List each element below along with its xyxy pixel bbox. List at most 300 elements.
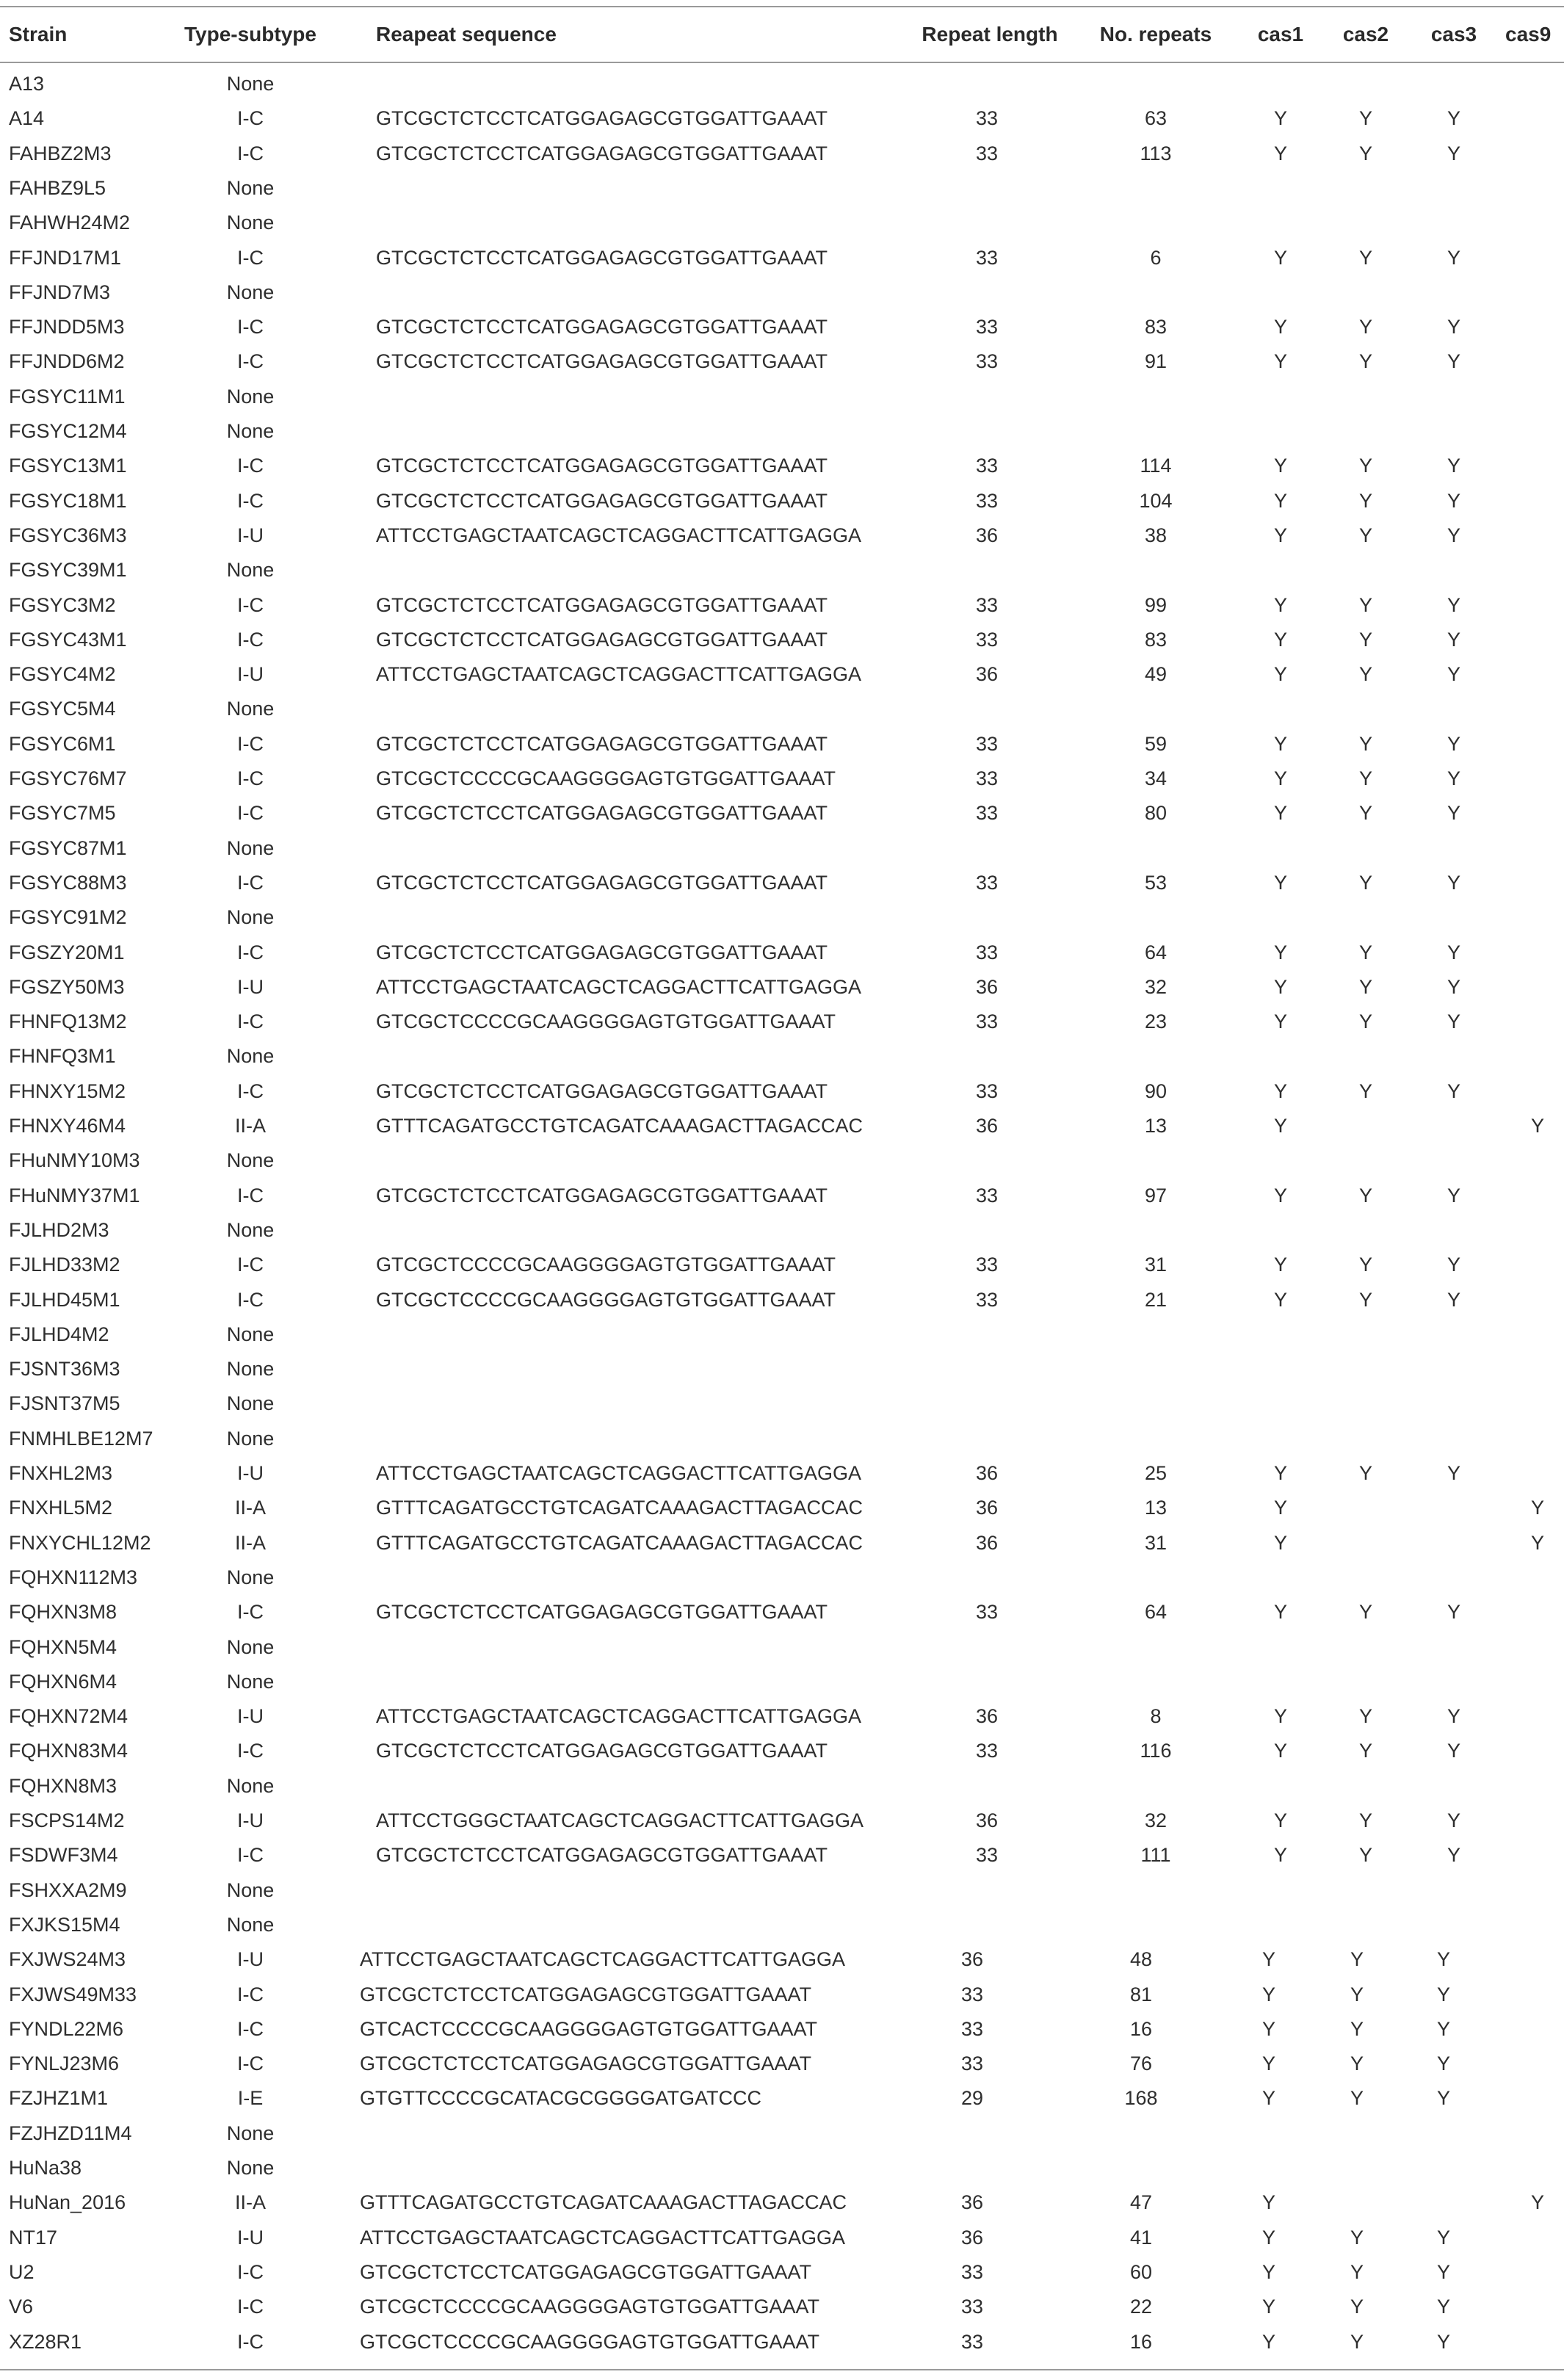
cell-repeat-length — [921, 1317, 1053, 1352]
cell-cas9 — [1502, 1804, 1564, 1838]
cell-cas1 — [1242, 1422, 1319, 1456]
cell-repeat-length: 33 — [975, 733, 999, 755]
cell-cas1: Y — [1273, 1705, 1287, 1727]
table-row — [0, 2255, 1564, 2290]
cell-cas9 — [1502, 518, 1564, 553]
cell-strain: FFJNDD6M2 — [9, 350, 125, 372]
cell-repeat-length: 36 — [975, 1462, 999, 1484]
cell-cas1: Y — [1273, 247, 1287, 269]
cell-strain: FZJHZ1M1 — [9, 2087, 108, 2109]
cell-cas2: Y — [1358, 872, 1372, 894]
table-row — [0, 2081, 1564, 2116]
cell-cas9 — [1502, 657, 1564, 692]
cell-no-repeats — [1082, 171, 1229, 206]
cell-cas9 — [1502, 936, 1564, 970]
cell-cas3 — [1416, 1526, 1492, 1560]
cell-no-repeats: 90 — [1144, 1080, 1167, 1102]
cell-type-subtype: I-C — [237, 1740, 264, 1762]
header-cas2: cas2 — [1342, 23, 1389, 46]
cell-strain: A13 — [9, 73, 45, 95]
cell-repeat-sequence: ATTCCTGGGCTAATCAGCTCAGGACTTCATTGAGGA — [376, 1809, 864, 1831]
cell-type-subtype: I-C — [237, 2331, 264, 2353]
cell-strain: FHuNMY10M3 — [9, 1149, 140, 1171]
cell-type-subtype: None — [226, 559, 275, 581]
cell-cas2: Y — [1358, 1289, 1372, 1311]
cell-type-subtype: I-C — [237, 1289, 264, 1311]
cell-cas9 — [1502, 2255, 1564, 2290]
cell-repeat-sequence: GTTTCAGATGCCTGTCAGATCAAAGACTTAGACCAC — [376, 1115, 864, 1137]
table-row — [0, 2047, 1564, 2081]
header-cas3: cas3 — [1430, 23, 1477, 46]
table-row — [0, 1422, 1564, 1456]
cell-cas9 — [1502, 1352, 1564, 1386]
cell-cas1 — [1242, 900, 1319, 935]
cell-strain: FHNXY46M4 — [9, 1115, 126, 1137]
cell-repeat-sequence: GTCGCTCTCCTCATGGAGAGCGTGGATTGAAAT — [376, 1844, 828, 1866]
cell-cas3: Y — [1447, 350, 1460, 372]
cell-cas2: Y — [1350, 2018, 1364, 2040]
cell-no-repeats: 53 — [1144, 872, 1167, 894]
cell-cas9 — [1502, 1665, 1564, 1699]
cell-cas1: Y — [1261, 2052, 1275, 2075]
table-row — [0, 623, 1564, 657]
cell-no-repeats — [1082, 553, 1229, 587]
cell-cas9 — [1502, 1769, 1564, 1804]
table-row — [0, 1248, 1564, 1282]
cell-type-subtype: None — [226, 2157, 275, 2179]
cell-repeat-length: 33 — [960, 2331, 984, 2353]
cell-cas3 — [1405, 2151, 1482, 2185]
cell-cas9 — [1502, 101, 1564, 136]
cell-cas3 — [1416, 1422, 1492, 1456]
cell-cas3: Y — [1447, 490, 1460, 512]
cell-cas9 — [1502, 2081, 1564, 2116]
cell-strain: FSHXXA2M9 — [9, 1879, 127, 1901]
cell-type-subtype: I-C — [237, 629, 264, 651]
cell-cas3: Y — [1447, 1740, 1460, 1762]
cell-cas2: Y — [1358, 1809, 1372, 1831]
table-row — [0, 1143, 1564, 1178]
cell-strain: FYNLJ23M6 — [9, 2052, 120, 2075]
cell-repeat-sequence: ATTCCTGAGCTAATCAGCTCAGGACTTCATTGAGGA — [376, 1705, 861, 1727]
cell-type-subtype: I-C — [237, 733, 264, 755]
cell-type-subtype: None — [226, 1045, 275, 1067]
cell-type-subtype: None — [226, 1358, 275, 1380]
table-row — [0, 2325, 1564, 2359]
cell-type-subtype: I-C — [237, 941, 264, 963]
cell-cas1 — [1242, 67, 1319, 101]
cell-repeat-length — [921, 275, 1053, 310]
cell-cas3 — [1416, 1317, 1492, 1352]
table-row — [0, 1179, 1564, 1213]
cell-cas1: Y — [1261, 2191, 1275, 2213]
cell-repeat-length — [921, 1352, 1053, 1386]
cell-cas1: Y — [1273, 1289, 1287, 1311]
cell-type-subtype: I-C — [237, 1983, 264, 2005]
cell-cas1: Y — [1273, 1080, 1287, 1102]
cell-repeat-length — [921, 1422, 1053, 1456]
cell-no-repeats: 64 — [1144, 1601, 1167, 1623]
cell-strain: FJLHD4M2 — [9, 1323, 109, 1345]
cell-strain: V6 — [9, 2296, 34, 2318]
cell-no-repeats: 168 — [1124, 2087, 1158, 2109]
cell-cas3 — [1416, 414, 1492, 449]
cell-cas1: Y — [1273, 663, 1287, 685]
cell-cas3 — [1416, 206, 1492, 240]
cell-cas2: Y — [1358, 247, 1372, 269]
cell-cas1: Y — [1273, 872, 1287, 894]
cell-cas1 — [1242, 1769, 1319, 1804]
cell-strain: FJSNT37M5 — [9, 1392, 120, 1414]
cell-repeat-length — [921, 2151, 1024, 2185]
cell-type-subtype: I-C — [237, 490, 264, 512]
cell-repeat-length: 33 — [960, 1983, 984, 2005]
cell-cas1 — [1231, 2151, 1307, 2185]
cell-repeat-sequence: GTCACTCCCCGCAAGGGGAGTGTGGATTGAAAT — [360, 2018, 818, 2040]
cell-strain: FHNXY15M2 — [9, 1080, 126, 1102]
header-cas9: cas9 — [1505, 23, 1552, 46]
cell-repeat-length — [921, 1039, 1053, 1074]
cell-cas3: Y — [1447, 1844, 1460, 1866]
cell-no-repeats: 63 — [1144, 107, 1167, 129]
cell-repeat-sequence: GTCGCTCTCCTCATGGAGAGCGTGGATTGAAAT — [376, 247, 828, 269]
cell-cas3: Y — [1447, 316, 1460, 338]
cell-cas3: Y — [1447, 142, 1460, 164]
cell-cas9 — [1502, 623, 1564, 657]
cell-no-repeats — [1082, 1039, 1229, 1074]
cell-cas3: Y — [1436, 2227, 1450, 2249]
cell-strain: FGSYC11M1 — [9, 386, 126, 408]
cell-cas3: Y — [1447, 663, 1460, 685]
table-row — [0, 1213, 1564, 1248]
cell-no-repeats: 49 — [1144, 663, 1167, 685]
table-row — [0, 1978, 1564, 2012]
cell-cas2 — [1328, 1109, 1404, 1143]
cell-repeat-length: 33 — [960, 2296, 984, 2318]
cell-cas9 — [1502, 275, 1564, 310]
cell-cas2: Y — [1358, 767, 1372, 789]
cell-type-subtype: I-C — [237, 872, 264, 894]
cell-repeat-length: 33 — [975, 350, 999, 372]
cell-repeat-sequence: GTCGCTCTCCTCATGGAGAGCGTGGATTGAAAT — [376, 629, 828, 651]
cell-strain: FHNFQ3M1 — [9, 1045, 116, 1067]
cell-repeat-length: 33 — [975, 941, 999, 963]
cell-cas3 — [1405, 2185, 1482, 2220]
cell-strain: FQHXN83M4 — [9, 1740, 128, 1762]
cell-no-repeats — [1082, 900, 1229, 935]
cell-cas9 — [1502, 1942, 1564, 1977]
table-row — [0, 1074, 1564, 1109]
cell-type-subtype: None — [226, 1219, 275, 1241]
cell-cas9: Y — [1530, 1532, 1544, 1554]
cell-cas3 — [1416, 900, 1492, 935]
cell-repeat-length: 33 — [975, 594, 999, 616]
cell-type-subtype: I-C — [237, 455, 264, 477]
cell-no-repeats: 21 — [1144, 1289, 1167, 1311]
cell-cas9 — [1502, 241, 1564, 275]
cell-cas3 — [1416, 275, 1492, 310]
cell-repeat-sequence: ATTCCTGAGCTAATCAGCTCAGGACTTCATTGAGGA — [360, 1948, 845, 1970]
cell-no-repeats: 32 — [1144, 976, 1167, 998]
table-row — [0, 1804, 1564, 1838]
cell-cas3 — [1416, 692, 1492, 726]
cell-cas2: Y — [1358, 733, 1372, 755]
cell-repeat-length: 36 — [960, 2191, 984, 2213]
cell-cas1: Y — [1273, 350, 1287, 372]
cell-cas9 — [1502, 796, 1564, 831]
cell-no-repeats: 31 — [1144, 1532, 1167, 1554]
cell-cas1: Y — [1261, 2261, 1275, 2283]
cell-cas2 — [1319, 2185, 1395, 2220]
cell-cas1: Y — [1273, 629, 1287, 651]
table-row — [0, 1456, 1564, 1491]
cell-cas3: Y — [1447, 733, 1460, 755]
cell-no-repeats — [1090, 1908, 1192, 1942]
cell-cas3: Y — [1447, 1705, 1460, 1727]
cell-cas3: Y — [1436, 2087, 1450, 2109]
cell-cas2 — [1328, 1352, 1404, 1386]
cell-cas1 — [1242, 1317, 1319, 1352]
cell-repeat-sequence: GTCGCTCTCCTCATGGAGAGCGTGGATTGAAAT — [376, 455, 828, 477]
cell-repeat-length: 33 — [975, 107, 999, 129]
cell-repeat-length — [921, 1630, 1053, 1665]
cell-repeat-length: 33 — [975, 1080, 999, 1102]
cell-cas2 — [1328, 1039, 1404, 1074]
cell-cas1 — [1242, 692, 1319, 726]
cell-type-subtype: None — [226, 906, 275, 928]
cell-cas9: Y — [1530, 1497, 1544, 1519]
table-row — [0, 101, 1564, 136]
table-row — [0, 206, 1564, 240]
cell-cas2: Y — [1358, 316, 1372, 338]
cell-cas2: Y — [1350, 2296, 1364, 2318]
cell-no-repeats: 111 — [1140, 1844, 1171, 1866]
table-bottom-rule — [0, 2369, 1564, 2370]
table-row — [0, 1386, 1564, 1421]
cell-type-subtype: I-C — [237, 1080, 264, 1102]
cell-strain: FFJND17M1 — [9, 247, 122, 269]
cell-type-subtype: None — [226, 1914, 275, 1936]
cell-cas3: Y — [1447, 941, 1460, 963]
cell-cas3: Y — [1447, 976, 1460, 998]
cell-repeat-length: 33 — [975, 490, 999, 512]
cell-repeat-sequence: GTCGCTCTCCTCATGGAGAGCGTGGATTGAAAT — [376, 490, 828, 512]
cell-cas3: Y — [1436, 2296, 1450, 2318]
cell-no-repeats: 22 — [1129, 2296, 1153, 2318]
table-row — [0, 1734, 1564, 1768]
cell-type-subtype: None — [226, 1149, 275, 1171]
table-row — [0, 588, 1564, 623]
cell-cas2: Y — [1350, 1983, 1364, 2005]
cell-cas2 — [1328, 1560, 1404, 1595]
cell-type-subtype: None — [226, 177, 275, 199]
cell-cas9 — [1502, 970, 1564, 1005]
table-row — [0, 1769, 1564, 1804]
cell-type-subtype: II-A — [234, 1115, 266, 1137]
cell-cas2: Y — [1358, 455, 1372, 477]
cell-repeat-sequence: ATTCCTGAGCTAATCAGCTCAGGACTTCATTGAGGA — [376, 663, 861, 685]
cell-no-repeats: 91 — [1144, 350, 1167, 372]
cell-strain: FGSZY50M3 — [9, 976, 125, 998]
cell-repeat-length — [921, 380, 1053, 414]
cell-no-repeats: 13 — [1144, 1497, 1167, 1519]
cell-cas1 — [1242, 380, 1319, 414]
cell-repeat-length: 33 — [975, 1184, 999, 1207]
cell-type-subtype: None — [226, 1775, 275, 1797]
cell-type-subtype: None — [226, 698, 275, 720]
cell-cas1: Y — [1273, 490, 1287, 512]
cell-no-repeats: 6 — [1150, 247, 1162, 269]
cell-type-subtype: I-C — [237, 2261, 264, 2283]
cell-type-subtype: None — [226, 837, 275, 859]
cell-no-repeats: 23 — [1144, 1010, 1167, 1032]
cell-strain: HuNan_2016 — [9, 2191, 126, 2213]
cell-type-subtype: II-A — [234, 1532, 266, 1554]
cell-no-repeats — [1082, 67, 1229, 101]
cell-no-repeats: 32 — [1144, 1809, 1167, 1831]
cell-repeat-length: 36 — [960, 2227, 984, 2249]
table-row — [0, 553, 1564, 587]
cell-strain: FGSYC4M2 — [9, 663, 116, 685]
cell-repeat-sequence: GTCGCTCTCCTCATGGAGAGCGTGGATTGAAAT — [376, 733, 828, 755]
cell-cas1: Y — [1273, 524, 1287, 546]
cell-cas3 — [1416, 1213, 1492, 1248]
cell-strain: FAHBZ9L5 — [9, 177, 106, 199]
table-row — [0, 344, 1564, 379]
cell-type-subtype: I-U — [237, 524, 264, 546]
cell-type-subtype: I-U — [237, 1809, 264, 1831]
cell-cas1: Y — [1273, 455, 1287, 477]
cell-repeat-length: 33 — [975, 316, 999, 338]
cell-strain: FGSZY20M1 — [9, 941, 125, 963]
cell-strain: FGSYC43M1 — [9, 629, 127, 651]
cell-cas3 — [1405, 1908, 1482, 1942]
cell-strain: FGSYC39M1 — [9, 559, 127, 581]
cell-type-subtype: I-C — [237, 2018, 264, 2040]
cell-cas1: Y — [1273, 1809, 1287, 1831]
cell-cas9 — [1502, 206, 1564, 240]
cell-cas1 — [1231, 1908, 1307, 1942]
table-row — [0, 657, 1564, 692]
table-row — [0, 1526, 1564, 1560]
cell-cas3 — [1416, 1665, 1492, 1699]
cell-no-repeats: 80 — [1144, 802, 1167, 824]
cell-cas9 — [1502, 1213, 1564, 1248]
cell-cas9 — [1502, 1283, 1564, 1317]
cell-repeat-length: 33 — [975, 767, 999, 789]
cell-no-repeats — [1082, 1386, 1229, 1421]
cell-cas3: Y — [1447, 1462, 1460, 1484]
cell-repeat-length: 36 — [975, 1532, 999, 1554]
cell-type-subtype: I-C — [237, 1601, 264, 1623]
cell-repeat-length: 33 — [975, 247, 999, 269]
cell-cas9 — [1502, 727, 1564, 762]
cell-type-subtype: I-C — [237, 350, 264, 372]
cell-cas1 — [1242, 1352, 1319, 1386]
cell-cas3 — [1416, 67, 1492, 101]
cell-type-subtype: None — [226, 1566, 275, 1588]
cell-cas1: Y — [1273, 1115, 1287, 1137]
cell-cas9 — [1502, 831, 1564, 866]
cell-cas3 — [1416, 831, 1492, 866]
cell-type-subtype: I-C — [237, 802, 264, 824]
cell-repeat-sequence: GTCGCTCTCCTCATGGAGAGCGTGGATTGAAAT — [376, 1601, 828, 1623]
cell-cas3 — [1405, 2116, 1482, 2151]
cell-no-repeats: 113 — [1140, 142, 1172, 164]
cell-repeat-sequence: GTCGCTCTCCTCATGGAGAGCGTGGATTGAAAT — [376, 316, 828, 338]
cell-strain: FGSYC87M1 — [9, 837, 127, 859]
cell-type-subtype: I-E — [237, 2087, 264, 2109]
cell-repeat-length — [921, 1560, 1053, 1595]
cell-cas2 — [1328, 1769, 1404, 1804]
cell-repeat-sequence: GTCGCTCTCCTCATGGAGAGCGTGGATTGAAAT — [376, 941, 828, 963]
cell-repeat-sequence: GTCGCTCTCCTCATGGAGAGCGTGGATTGAAAT — [360, 2261, 811, 2283]
cell-strain: FYNDL22M6 — [9, 2018, 124, 2040]
cell-cas1 — [1242, 1560, 1319, 1595]
cell-repeat-sequence: GTCGCTCTCCTCATGGAGAGCGTGGATTGAAAT — [376, 107, 828, 129]
cell-cas1 — [1242, 206, 1319, 240]
cell-cas2: Y — [1358, 941, 1372, 963]
cell-strain: FQHXN3M8 — [9, 1601, 117, 1623]
cell-repeat-length: 36 — [975, 1115, 999, 1137]
cell-cas9 — [1502, 1422, 1564, 1456]
header-repeat-sequence: Reapeat sequence — [376, 23, 557, 46]
table-row — [0, 1005, 1564, 1039]
cell-cas3: Y — [1447, 594, 1460, 616]
cell-strain: FGSYC18M1 — [9, 490, 127, 512]
cell-repeat-sequence: GTCGCTCTCCTCATGGAGAGCGTGGATTGAAAT — [376, 594, 828, 616]
table-row — [0, 1838, 1564, 1873]
cell-no-repeats — [1082, 1422, 1229, 1456]
cell-no-repeats — [1082, 1143, 1229, 1178]
cell-cas9 — [1502, 1248, 1564, 1282]
cell-strain: FQHXN5M4 — [9, 1636, 117, 1658]
cell-strain: FJSNT36M3 — [9, 1358, 120, 1380]
cell-repeat-length — [921, 414, 1053, 449]
cell-cas9 — [1502, 2290, 1564, 2324]
cell-repeat-sequence: GTCGCTCCCCGCAAGGGGAGTGTGGATTGAAAT — [376, 767, 836, 789]
cell-cas1: Y — [1273, 1740, 1287, 1762]
cell-strain: U2 — [9, 2261, 35, 2283]
cell-cas3 — [1416, 1109, 1492, 1143]
cell-repeat-length: 36 — [975, 524, 999, 546]
cell-cas2: Y — [1358, 1705, 1372, 1727]
cell-cas1: Y — [1273, 941, 1287, 963]
cell-repeat-length — [921, 1143, 1053, 1178]
header-type-subtype: Type-subtype — [184, 23, 316, 46]
cell-cas3 — [1416, 380, 1492, 414]
cell-repeat-length: 33 — [975, 1740, 999, 1762]
cell-no-repeats: 97 — [1144, 1184, 1167, 1207]
cell-cas2 — [1319, 2116, 1395, 2151]
cell-type-subtype: None — [226, 1879, 275, 1901]
cell-no-repeats: 60 — [1129, 2261, 1153, 2283]
cell-strain: FGSYC12M4 — [9, 420, 127, 442]
cell-cas1: Y — [1273, 1184, 1287, 1207]
cell-strain: FNMHLBE12M7 — [9, 1428, 153, 1450]
cell-cas9 — [1502, 137, 1564, 171]
cell-cas3: Y — [1447, 767, 1460, 789]
cell-no-repeats: 34 — [1144, 767, 1167, 789]
cell-cas3: Y — [1436, 2018, 1450, 2040]
cell-repeat-length: 33 — [960, 2018, 984, 2040]
cell-cas2: Y — [1358, 1462, 1372, 1484]
cell-cas9 — [1502, 380, 1564, 414]
cell-no-repeats: 8 — [1150, 1705, 1162, 1727]
header-repeat-length: Repeat length — [922, 23, 1058, 46]
cell-no-repeats — [1082, 1769, 1229, 1804]
cell-repeat-length: 36 — [960, 1948, 984, 1970]
